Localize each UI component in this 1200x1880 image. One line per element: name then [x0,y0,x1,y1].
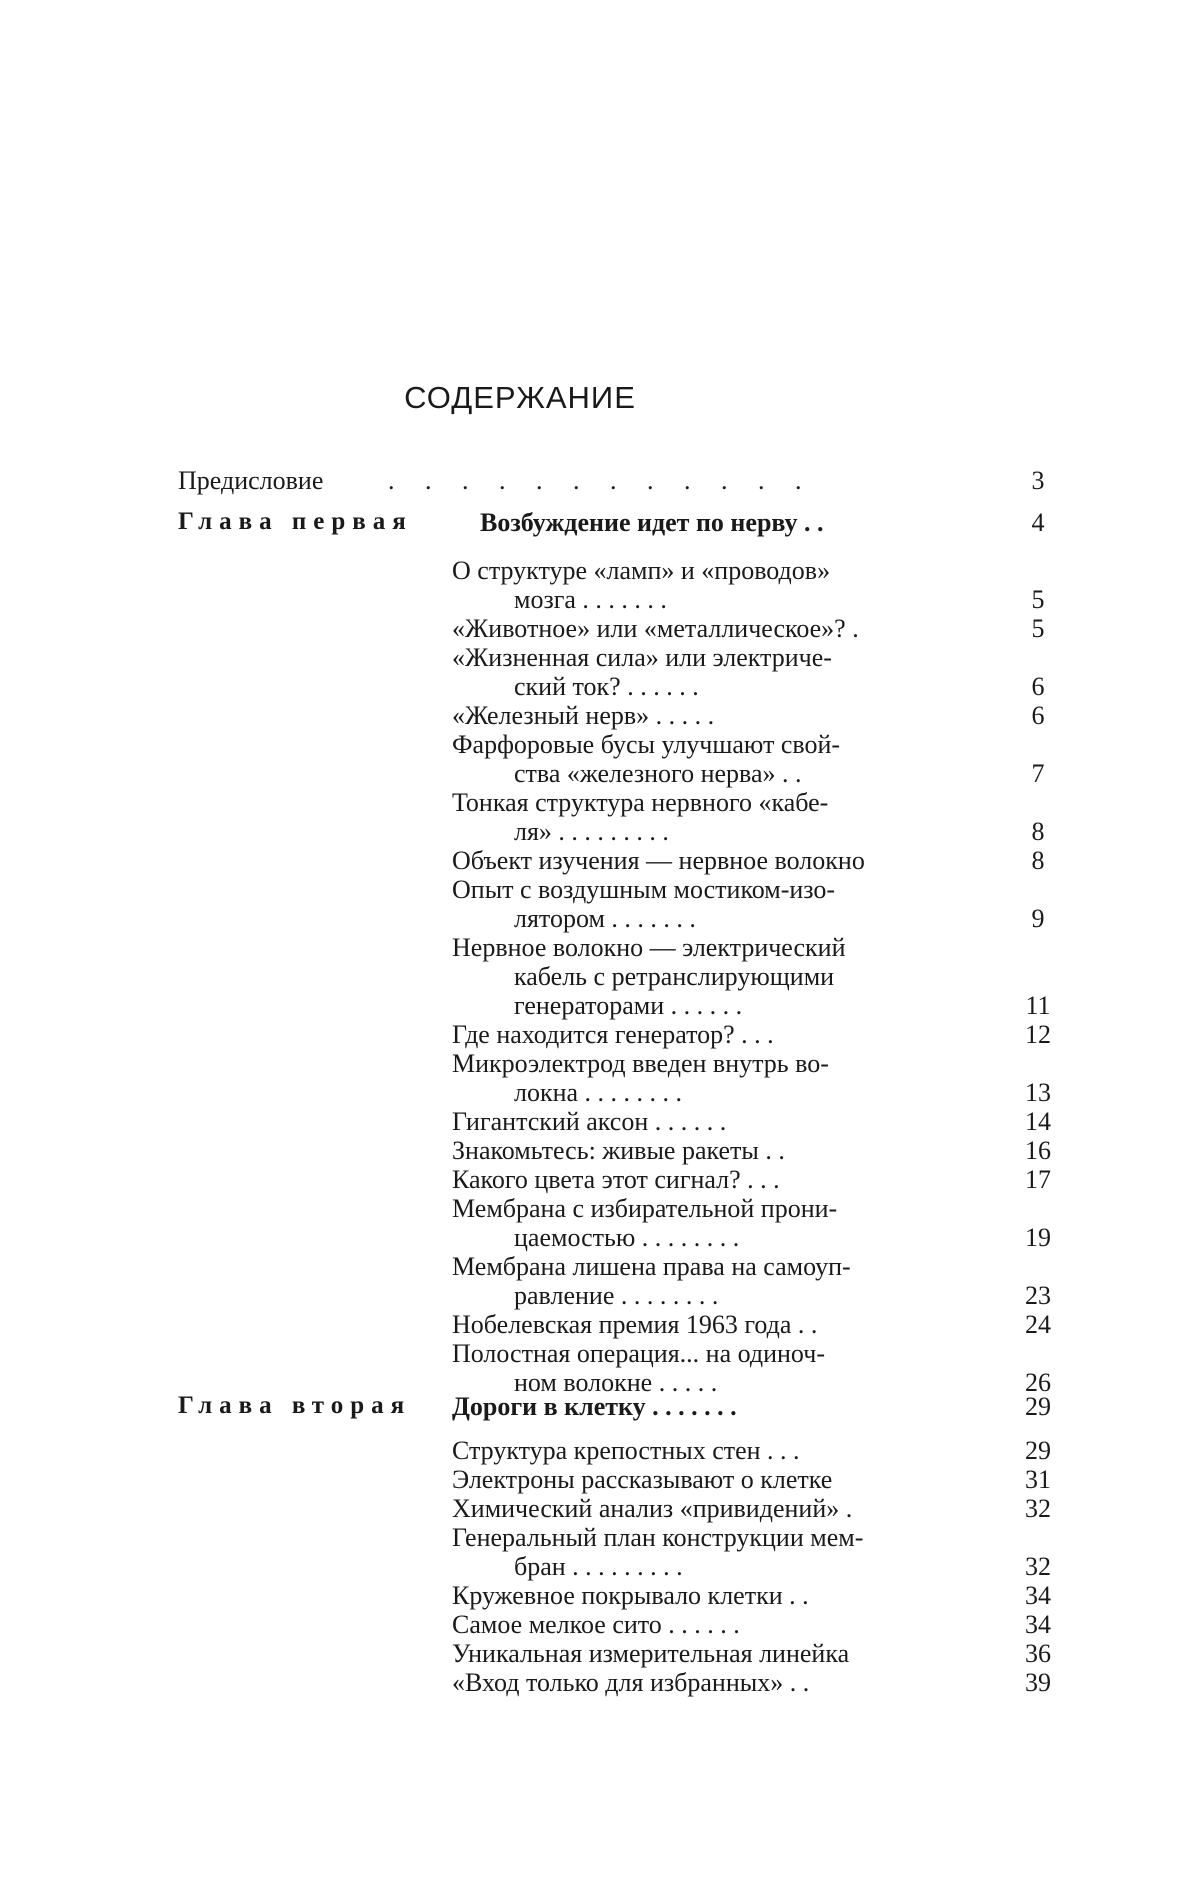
toc-entry [452,1639,1068,1668]
toc-entry [452,701,1068,730]
toc-page-number: 9 [1031,904,1045,933]
toc-entry-line: ский ток? . . . . . . [514,672,699,701]
toc-entry [452,1581,1068,1610]
toc-entry-line: локна . . . . . . . . [514,1078,683,1107]
toc-entry-line: Фарфоровые бусы улучшают свой- [452,730,841,759]
toc-entry-line: ства «железного нерва» . . [514,759,802,788]
toc-entry-line: Кружевное покрывало клетки . . [452,1581,809,1610]
toc-entry [452,1194,1068,1252]
toc-page-number: 14 [1025,1107,1051,1136]
toc-page-number: 31 [1025,1465,1051,1494]
toc-entry-line: «Жизненная сила» или электриче- [452,643,832,672]
toc-page-number: 39 [1025,1668,1051,1697]
toc-entry-line: «Вход только для избранных» . . [452,1668,810,1697]
toc-chapter-label: Глава первая [178,508,413,535]
toc-page-number: 4 [1031,508,1045,537]
toc-entry-line: Какого цвета этот сигнал? . . . [452,1165,780,1194]
toc-entry [452,614,1068,643]
toc-entry [452,730,1068,788]
toc-entry-line: «Железный нерв» . . . . . [452,701,715,730]
toc-page-number: 16 [1025,1136,1051,1165]
toc-entry-line: «Животное» или «металлическое»? . [452,614,859,643]
toc-entry-line: Полостная операция... на одиноч- [452,1339,825,1368]
toc-chapter-title: Возбуждение идет по нерву . . [480,508,824,537]
toc-entry-line: кабель с ретранслирующими [514,962,835,991]
toc-leader-dots: . . . . . . . . . . . . [388,466,814,495]
toc-entry-line: бран . . . . . . . . . [514,1552,683,1581]
toc-entry-line: Микроэлектрод введен внутрь во- [452,1049,829,1078]
toc-page-number: 13 [1025,1078,1051,1107]
toc-entry [452,1310,1068,1339]
toc-page-number: 34 [1025,1610,1051,1639]
toc-entry-line: О структуре «ламп» и «проводов» [452,556,831,585]
toc-entry [452,1252,1068,1310]
toc-entry-line: ля» . . . . . . . . . [514,817,669,846]
toc-page-number: 7 [1031,759,1045,788]
toc-entry [452,1049,1068,1107]
toc-entry [452,643,1068,701]
toc-entry [452,788,1068,846]
toc-page-number: 6 [1031,701,1045,730]
toc-entry-line: Гигантский аксон . . . . . . [452,1107,727,1136]
toc-chapter-label: Глава вторая [178,1392,412,1419]
toc-page-number: 32 [1025,1552,1051,1581]
toc-entry-line: ном волокне . . . . . [514,1368,718,1397]
toc-entry [452,1136,1068,1165]
toc-entry-line: Электроны рассказывают о клетке [452,1465,833,1494]
toc-entry-line: Генеральный план конструкции мем- [452,1523,864,1552]
toc-entry [452,1668,1068,1697]
toc-entry [452,1436,1068,1465]
toc-entry-line: Тонкая структура нервного «кабе- [452,788,829,817]
toc-page-number: 5 [1031,585,1045,614]
toc-preface-label: Предисловие [178,466,324,495]
toc-page-number: 36 [1025,1639,1051,1668]
toc-entry-line: Нобелевская премия 1963 года . . [452,1310,818,1339]
toc-entry [452,846,1068,875]
toc-page-number: 24 [1025,1310,1051,1339]
toc-entry-line: Где находится генератор? . . . [452,1020,774,1049]
toc-page-number: 8 [1031,817,1045,846]
toc-page-number: 5 [1031,614,1045,643]
toc-page-number: 3 [1031,466,1045,495]
toc-entry-line: Самое мелкое сито . . . . . . [452,1610,740,1639]
toc-entry-line: Химический анализ «привидений» . [452,1494,853,1523]
toc-page-number: 23 [1025,1281,1051,1310]
toc-page-number: 8 [1031,846,1045,875]
toc-entry-line: Мембрана лишена права на самоуп- [452,1252,851,1281]
toc-entry-line: мозга . . . . . . . [514,585,667,614]
toc-entry-line: Опыт с воздушным мостиком-изо- [452,875,836,904]
toc-entry [452,1165,1068,1194]
toc-page-number: 26 [1025,1368,1051,1397]
toc-entry-line: Знакомьтесь: живые ракеты . . [452,1136,785,1165]
toc-entry [452,556,1068,614]
toc-entry [452,1523,1068,1581]
toc-entry [452,1465,1068,1494]
toc-page-number: 12 [1025,1020,1051,1049]
toc-entry-line: генераторами . . . . . . [514,991,743,1020]
toc-page-number: 29 [1025,1436,1051,1465]
toc-entry-line: Объект изучения — нервное волокно [452,846,865,875]
toc-entry [452,1494,1068,1523]
toc-entry-line: Мембрана с избирательной прони- [452,1194,838,1223]
toc-page-number: 34 [1025,1581,1051,1610]
toc-entry-line: лятором . . . . . . . [514,904,696,933]
toc-entry [452,1107,1068,1136]
toc-entry-line: Уникальная измерительная линейка [452,1639,850,1668]
toc-entry [452,1339,1068,1397]
toc-preface-row [178,466,1048,498]
toc-entry [452,933,1068,1020]
toc-page-number: 32 [1025,1494,1051,1523]
toc-entry-line: Нервное волокно — электрический [452,933,846,962]
toc-entry [452,1020,1068,1049]
toc-page-number: 19 [1025,1223,1051,1252]
toc-entry-line: Структура крепостных стен . . . [452,1436,800,1465]
toc-chapter-title: Дороги в клетку . . . . . . . [452,1392,737,1421]
toc-page-number: 17 [1025,1165,1051,1194]
toc-page-number: 11 [1025,991,1051,1020]
toc-page-number: 29 [1025,1392,1051,1421]
page-title: СОДЕРЖАНИЕ [404,380,636,415]
toc-page-number: 6 [1031,672,1045,701]
toc-entry-line: равление . . . . . . . . [514,1281,719,1310]
toc-entry [452,875,1068,933]
toc-entry-line: цаемостью . . . . . . . . [514,1223,740,1252]
toc-entry [452,1610,1068,1639]
